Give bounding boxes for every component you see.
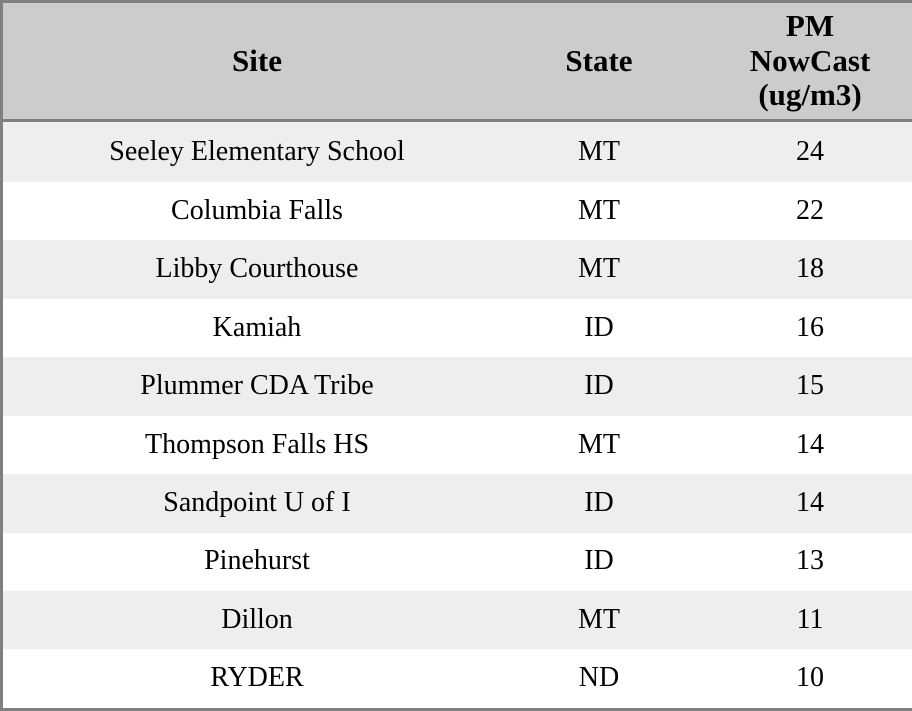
column-header-state-label: State	[565, 42, 633, 78]
cell-site: Kamiah	[3, 299, 511, 357]
table-row	[3, 357, 912, 415]
cell-pm-nowcast: 13	[687, 533, 912, 591]
cell-pm-nowcast: 11	[687, 591, 912, 649]
pm-nowcast-table	[3, 3, 912, 708]
column-header-pm-nowcast-line3: (ug/m3)	[758, 77, 862, 113]
cell-site: Libby Courthouse	[3, 240, 511, 298]
cell-pm-nowcast: 10	[687, 649, 912, 708]
table-row	[3, 591, 912, 649]
column-header-pm-nowcast	[687, 3, 912, 121]
cell-state: MT	[511, 182, 687, 240]
table-row	[3, 649, 912, 708]
table-row	[3, 416, 912, 474]
cell-site: Thompson Falls HS	[3, 416, 511, 474]
table-body	[3, 121, 912, 708]
cell-site: RYDER	[3, 649, 511, 708]
cell-site: Seeley Elementary School	[3, 121, 511, 182]
cell-state: MT	[511, 416, 687, 474]
table-row	[3, 299, 912, 357]
table-row	[3, 182, 912, 240]
cell-state: MT	[511, 591, 687, 649]
column-header-pm-nowcast-line1: PM	[785, 8, 835, 43]
column-header-state	[511, 3, 687, 121]
cell-site: Columbia Falls	[3, 182, 511, 240]
cell-site: Dillon	[3, 591, 511, 649]
cell-pm-nowcast: 15	[687, 357, 912, 415]
table-row	[3, 240, 912, 298]
cell-state: ID	[511, 474, 687, 532]
cell-pm-nowcast: 24	[687, 121, 912, 182]
cell-pm-nowcast: 22	[687, 182, 912, 240]
cell-state: ID	[511, 357, 687, 415]
cell-state: ID	[511, 533, 687, 591]
table-row	[3, 474, 912, 532]
column-header-pm-nowcast-line2: NowCast	[749, 42, 871, 78]
cell-pm-nowcast: 16	[687, 299, 912, 357]
cell-pm-nowcast: 14	[687, 474, 912, 532]
cell-state: ND	[511, 649, 687, 708]
cell-state: ID	[511, 299, 687, 357]
cell-site: Pinehurst	[3, 533, 511, 591]
table-row	[3, 121, 912, 182]
cell-site: Plummer CDA Tribe	[3, 357, 511, 415]
cell-site: Sandpoint U of I	[3, 474, 511, 532]
column-header-site-label: Site	[232, 42, 282, 78]
cell-state: MT	[511, 240, 687, 298]
cell-state: MT	[511, 121, 687, 182]
table-row	[3, 533, 912, 591]
table-header-row	[3, 3, 912, 121]
cell-pm-nowcast: 18	[687, 240, 912, 298]
cell-pm-nowcast: 14	[687, 416, 912, 474]
column-header-site	[3, 3, 511, 121]
table-header	[3, 3, 912, 121]
